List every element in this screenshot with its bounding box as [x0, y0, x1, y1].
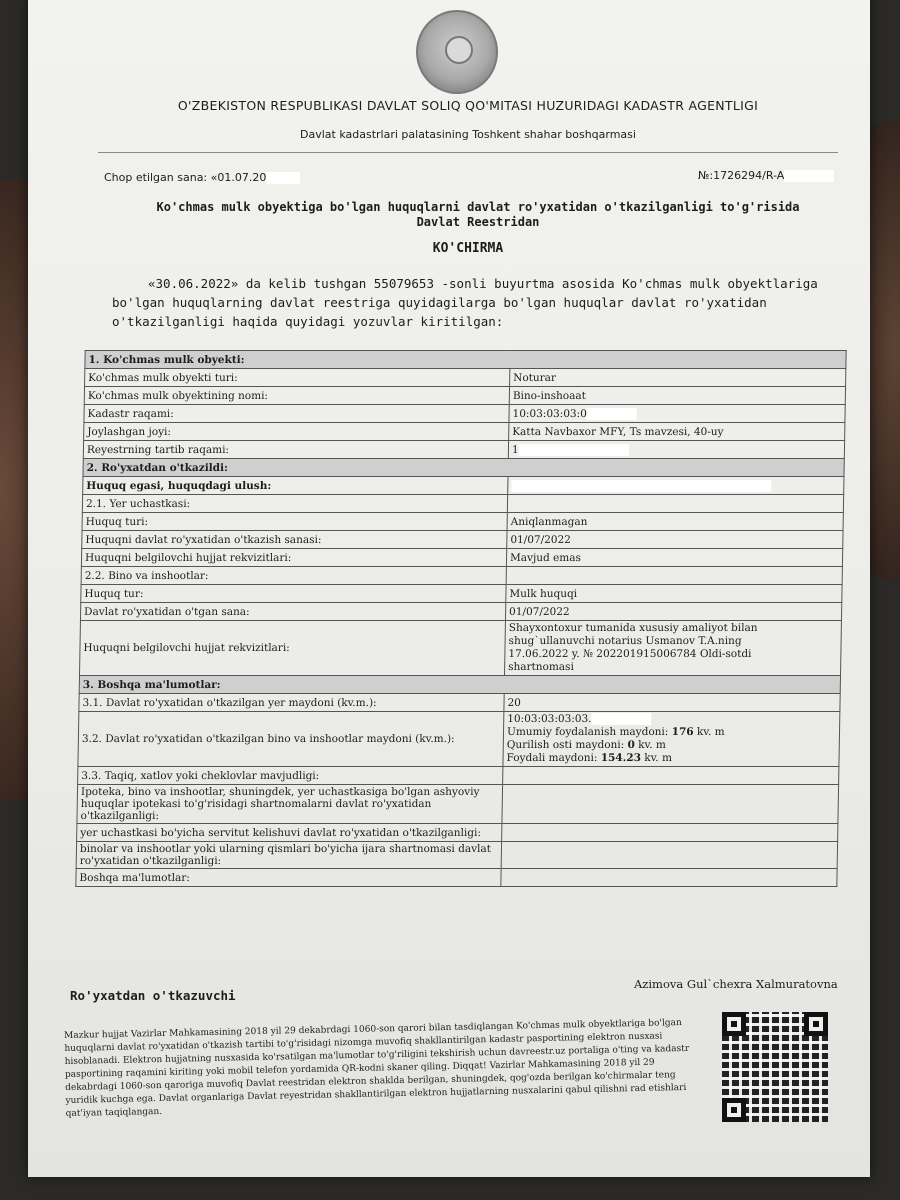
- qr-code-icon[interactable]: [722, 1012, 828, 1122]
- row-label: Huquqni belgilovchi hujjat rekvizitlari:: [80, 621, 506, 676]
- row-label: 3.2. Davlat ro'yxatidan o'tkazilgan bino va inshootlar maydoni (kv.m.):: [78, 712, 504, 767]
- redaction: [511, 480, 771, 492]
- document-title: Ko'chmas mulk obyektiga bo'lgan huquqlarni davlat ro'yxatidan o'tkazilganligi to'g'risida Davlat Reestridan: [156, 200, 800, 229]
- row-label: 3.1. Davlat ro'yxatidan o'tkazilgan yer maydoni (kv.m.):: [79, 694, 504, 712]
- row-value: [502, 824, 838, 842]
- section-row: [83, 459, 844, 477]
- row-value: Katta Navbaxor MFY, Ts mavzesi, 40-uy: [509, 423, 845, 441]
- agency-name: O'ZBEKISTON RESPUBLIKASI DAVLAT SOLIQ QO'MITASI HUZURIDAGI KADASTR AGENTLIGI: [177, 98, 759, 113]
- table-row: [82, 531, 843, 549]
- table-row: [76, 842, 837, 869]
- document-subtitle: KO'CHIRMA: [432, 241, 504, 256]
- table-row: [76, 869, 837, 887]
- redaction: [266, 172, 300, 184]
- row-label: Davlat ro'yxatidan o'tgan sana:: [80, 603, 505, 621]
- row-value: Aniqlanmagan: [507, 513, 843, 531]
- table-row: [84, 423, 845, 441]
- table-row: [84, 405, 845, 423]
- row-label: binolar va inshootlar yoki ularning qismlari bo'yicha ijara shartnomasi davlat ro'yxatidan o'tkazilganligi:: [76, 842, 501, 869]
- row-label: 2.1. Yer uchastkasi:: [82, 495, 507, 513]
- section-heading: 1. Ko'chmas mulk obyekti:: [85, 351, 846, 369]
- document-page: [28, 0, 870, 1177]
- registrar-name: Azimova Gul`chexra Xalmuratovna: [634, 977, 838, 991]
- section-row: [85, 351, 846, 369]
- table-row: [81, 549, 842, 567]
- row-label: Huquqni davlat ro'yxatidan o'tkazish sanasi:: [82, 531, 507, 549]
- table-row: [81, 567, 842, 585]
- row-value: Noturar: [510, 369, 846, 387]
- table-row: [77, 785, 839, 824]
- row-label: Ko'chmas mulk obyektining nomi:: [84, 387, 509, 405]
- registrar-label: Ro'yxatdan o'tkazuvchi: [70, 988, 236, 1003]
- table-row: [77, 824, 838, 842]
- table-row: [78, 712, 840, 767]
- row-value: 10:03:03:03:0: [509, 405, 845, 423]
- table-row: [84, 387, 845, 405]
- redaction: [784, 170, 834, 182]
- chamber-name: Davlat kadastrlari palatasining Toshkent shahar boshqarmasi: [300, 128, 636, 141]
- header-divider: [98, 152, 838, 153]
- table-row: [81, 585, 842, 603]
- row-label: Huquqni belgilovchi hujjat rekvizitlari:: [81, 549, 506, 567]
- row-value: Mulk huquqi: [506, 585, 842, 603]
- table-row: [78, 767, 839, 785]
- row-label: Joylashgan joyi:: [84, 423, 509, 441]
- row-value: Mavjud emas: [506, 549, 842, 567]
- row-label: Huquq egasi, huquqdagi ulush:: [83, 477, 508, 495]
- row-value: [507, 495, 843, 513]
- table-row: [83, 441, 844, 459]
- row-label: Huquq turi:: [82, 513, 507, 531]
- row-label: Kadastr raqami:: [84, 405, 509, 423]
- section-heading: 2. Ro'yxatdan o'tkazildi:: [83, 459, 844, 477]
- row-value: 10:03:03:03:03. Umumiy foydalanish maydoni: 176 kv. m Qurilish osti maydoni: 0 kv. m Foydali maydoni: 154.23 kv. m: [503, 712, 840, 767]
- intro-paragraph: «30.06.2022» da kelib tushgan 55079653 -sonli buyurtma asosida Ko'chmas mulk obyektlariga bo'lgan huquqlarning davlat reestriga quyidagilarga bo'lgan huquqlar davlat ro'yxatidan o'tkazilganligi haqida quyidagi yozuvlar kiritilgan:: [112, 276, 818, 329]
- row-label: Boshqa ma'lumotlar:: [76, 869, 501, 887]
- print-date: Chop etilgan sana: «01.07.20: [104, 171, 300, 184]
- row-label: yer uchastkasi bo'yicha servitut kelishuvi davlat ro'yxatidan o'tkazilganligi:: [77, 824, 502, 842]
- row-value: Bino-inshoaat: [509, 387, 845, 405]
- section-row: [79, 676, 840, 694]
- row-label: 2.2. Bino va inshootlar:: [81, 567, 506, 585]
- table-row: [82, 513, 843, 531]
- row-value: Shayxontoxur tumanida xususiy amaliyot bilan shug`ullanuvchi notarius Usmanov T.A.ning 17.06.2022 y. № 202201915006784 Oldi-sotdi shartnomasi: [505, 621, 842, 676]
- table-row: [82, 495, 843, 513]
- row-label: 3.3. Taqiq, xatlov yoki cheklovlar mavjudligi:: [78, 767, 503, 785]
- row-value: 01/07/2022: [507, 531, 843, 549]
- row-label: Ko'chmas mulk obyekti turi:: [85, 369, 510, 387]
- legal-footer: Mazkur hujjat Vazirlar Mahkamasining 2018 yil 29 dekabrdagi 1060-son qarori bilan tasdiqlangan Ko'chmas mulk obyektlariga bo'lgan huquqlarni davlat ro'yxatidan o'tkazish tartibi to'g'risidagi nizomga muvofiq shakllantirilgan kadastr pasportining elektron nusxasi hisoblanadi. Elektron hujjatning nusxasida ko'rsatilgan ma'lumotlar to'g'riligini tekshirish uchun davreestr.uz portaliga o'ting va kadastr pasportining raqamini kiriting yoki mobil telefon yordamida QR-kodni skaner qiling. Diqqat! Vazirlar Mahkamasining 2018 yil 29 dekabrdagi 1060-son qaroriga muvofiq Davlat reestridan elektron shaklda berilgan, shuningdek, qog'ozda berilgan ko'chirmalar teng yuridik kuchga ega. Davlat organlariga Davlat reyestridan shakllantirilgan elektron hujjatlarning nusxalarini qabul qilishni rad etishlari qat'iyan taqiqlangan.: [64, 1018, 690, 1119]
- row-label: Reyestrning tartib raqami:: [83, 441, 508, 459]
- section-heading: 3. Boshqa ma'lumotlar:: [79, 676, 840, 694]
- table-row: [83, 477, 844, 495]
- row-value: 1: [508, 441, 844, 459]
- row-label: Huquq tur:: [81, 585, 506, 603]
- registry-table: [75, 350, 846, 887]
- row-value: [503, 767, 839, 785]
- row-label: Ipoteka, bino va inshootlar, shuningdek, yer uchastkasiga bo'lgan ashyoviy huquqlar ipotekasi to'g'risidagi shartnomalarni davlat ro'yxatidan o'tkazilganligi:: [77, 785, 503, 824]
- row-value: [501, 869, 837, 887]
- row-value: [508, 477, 844, 495]
- table-row: [85, 369, 846, 387]
- table-row: [80, 621, 842, 676]
- document-number: №:1726294/R-A: [698, 169, 834, 182]
- table-row: [80, 603, 841, 621]
- redaction: [587, 408, 637, 420]
- redaction: [519, 444, 629, 456]
- row-value: 20: [504, 694, 840, 712]
- row-value: [502, 785, 839, 824]
- table-row: [79, 694, 840, 712]
- redaction: [591, 713, 651, 725]
- state-emblem-icon: [416, 10, 498, 94]
- row-value: [501, 842, 837, 869]
- row-value: [506, 567, 842, 585]
- row-value: 01/07/2022: [505, 603, 841, 621]
